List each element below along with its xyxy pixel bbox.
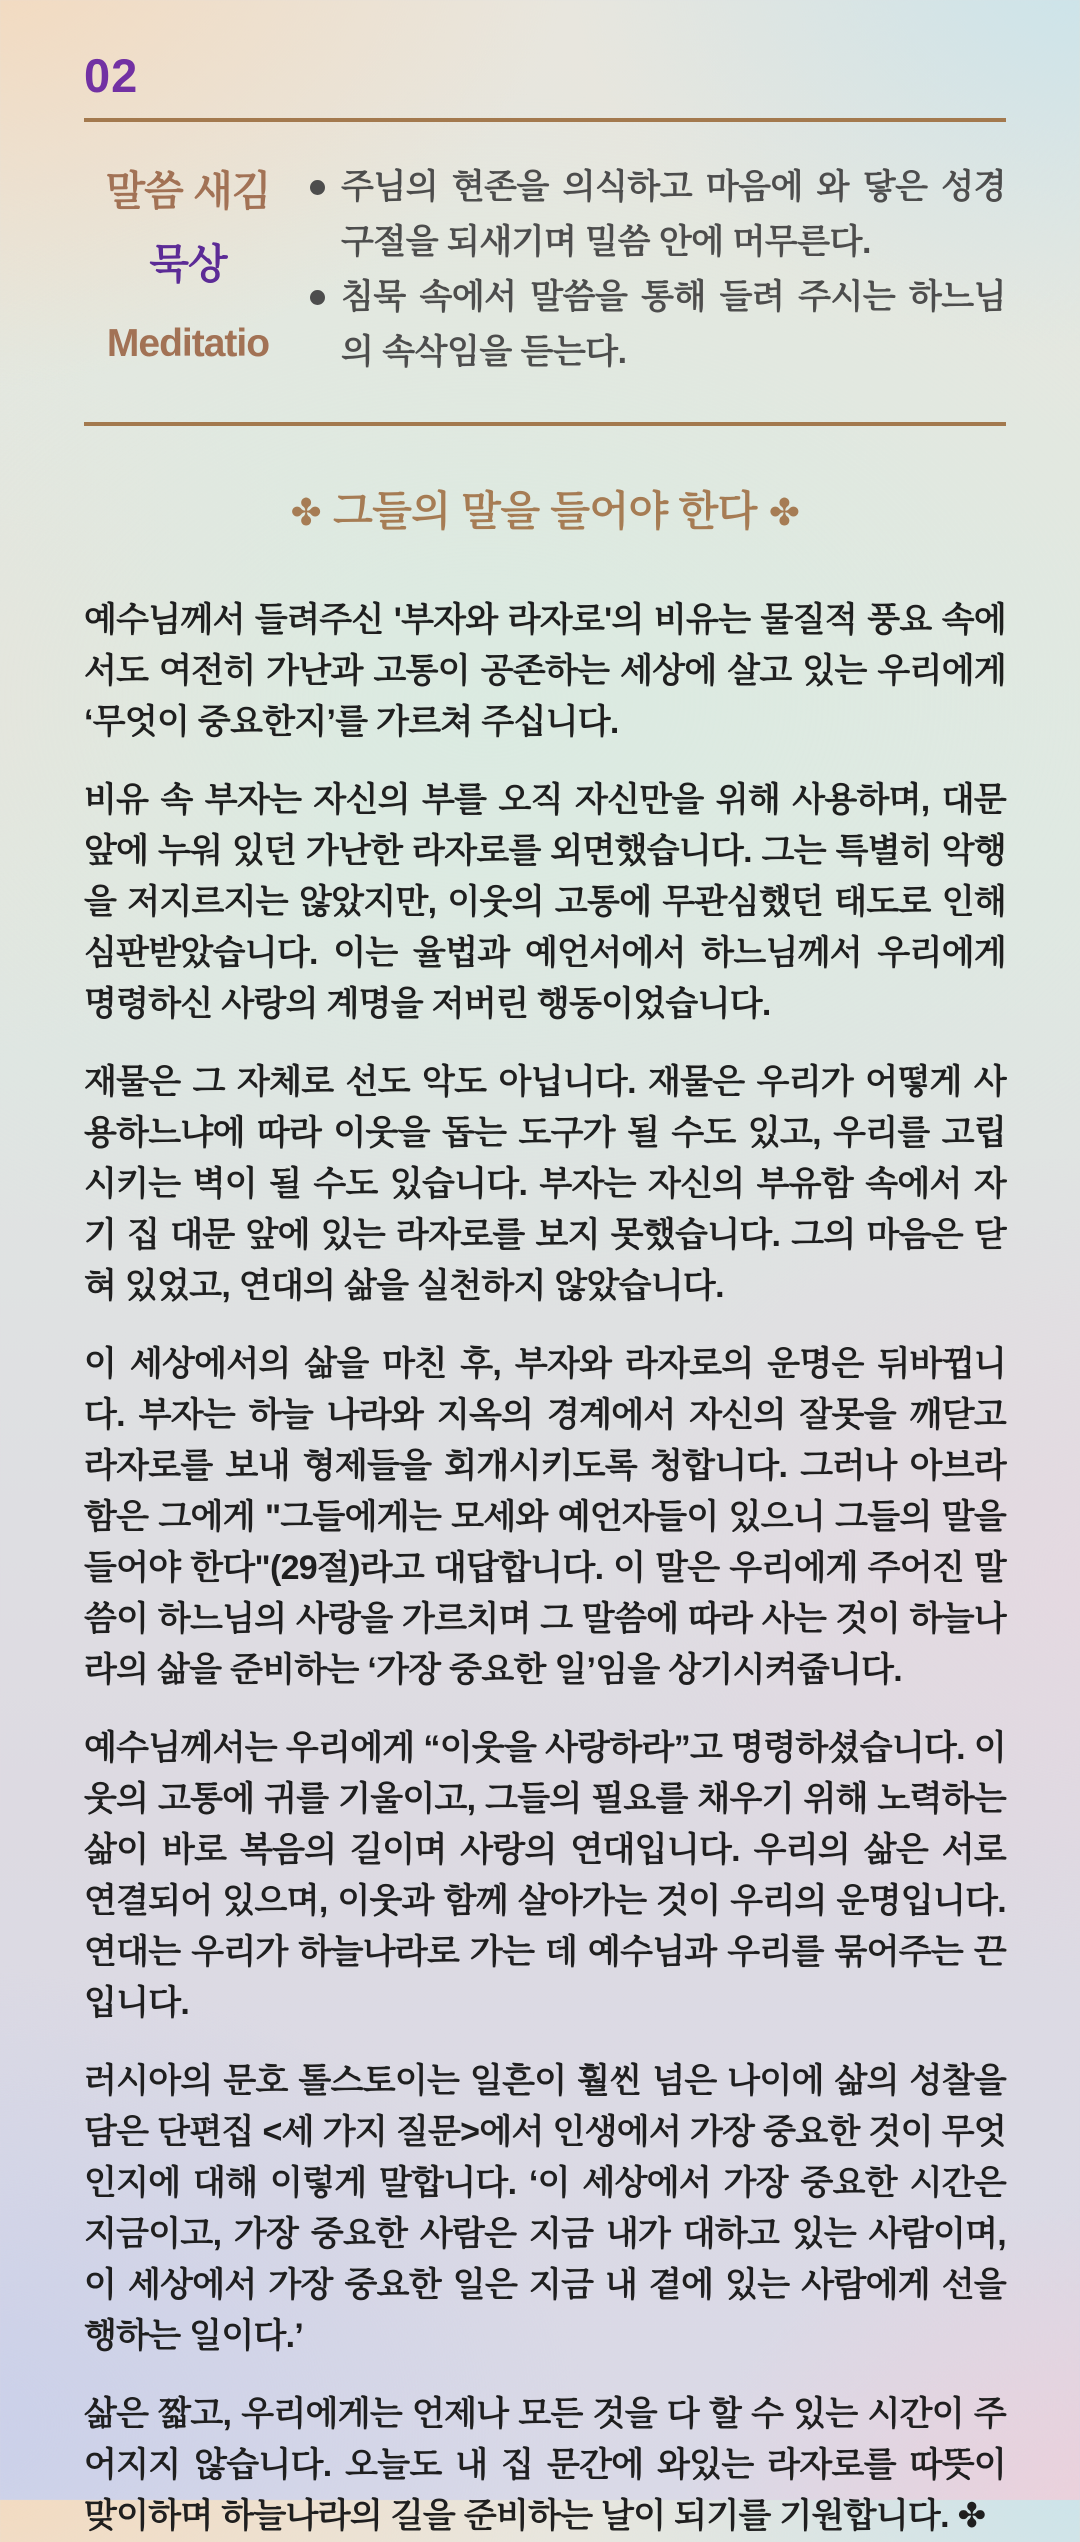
body-text-block <box>84 595 1006 2542</box>
bullet-item <box>310 270 1006 380</box>
divider-bottom <box>84 422 1006 426</box>
section-number: 02 <box>84 49 139 102</box>
clover-icon-left: ✤ <box>290 491 322 533</box>
paragraph-afterlife: 이 세상에서의 삶을 마친 후, 부자와 라자로의 운명은 뒤바뀝니다. 부자는 하늘 나라와 지옥의 경계에서 자신의 잘못을 깨닫고 라자로를 보내 형제들을 회개시키도록 청합니다. 그러나 아브라함은 그에게 "그들에게는 모세와 예언자들이 있으니 그들의 말을 들어야 한다"(29절)라고 대답합니다. 이 말은 우리에게 주어진 말씀이 하느님의 사랑을 가르치며 그 말씀에 따라 사는 것이 하늘나라의 삶을 준비하는 ‘가장 중요한 일’임을 상기시켜줍니다. <box>84 1344 1006 1689</box>
header-label-block <box>84 160 292 366</box>
label-meditation-kr: 묵상 <box>149 240 227 287</box>
divider-top <box>84 118 1006 122</box>
bullet-text: 침묵 속에서 말씀을 통해 들려 주시는 하느님의 속삭임을 듣는다. <box>341 277 1006 371</box>
paragraph-rich-man: 비유 속 부자는 자신의 부를 오직 자신만을 위해 사용하며, 대문 앞에 누워 있던 가난한 라자로를 외면했습니다. 그는 특별히 악행을 저지르지는 않았지만, 이웃의 고통에 무관심했던 태도로 인해 심판받았습니다. 이는 율법과 예언서에서 하느님께서 우리에게 명령하신 사랑의 계명을 저버린 행동이었습니다. <box>84 780 1006 1023</box>
label-word-keeping: 말씀 새김 <box>105 167 271 214</box>
label-meditatio-latin: Meditatio <box>106 321 270 365</box>
page-title-text: 그들의 말을 들어야 한다 <box>333 487 757 534</box>
meditation-header <box>84 160 1006 380</box>
paragraph-closing: 삶은 짧고, 우리에게는 언제나 모든 것을 다 할 수 있는 시간이 주어지지 않습니다. 오늘도 내 집 문간에 와있는 라자로를 따뜻이 맞이하며 하늘나라의 길을 준비하는 날이 되기를 기원합니다. ✤ <box>84 2394 1006 2535</box>
clover-icon-right: ✤ <box>768 491 800 533</box>
bullet-text: 주님의 현존을 의식하고 마음에 와 닿은 성경구절을 되새기며 밀씀 안에 머무른다. <box>341 167 1006 261</box>
bullet-dot-icon <box>310 180 325 195</box>
paragraph-love-neighbor: 예수님께서는 우리에게 “이웃을 사랑하라”고 명령하셨습니다. 이웃의 고통에 귀를 기울이고, 그들의 필요를 채우기 위해 노력하는 삶이 바로 복음의 길이며 사랑의 연대입니다. 우리의 삶은 서로 연결되어 있으며, 이웃과 함께 살아가는 것이 우리의 운명입니다. 연대는 우리가 하늘나라로 가는 데 예수님과 우리를 묶어주는 끈입니다. <box>84 1728 1006 2022</box>
page-title <box>84 478 1006 537</box>
meditation-bullet-list <box>292 160 1006 380</box>
paragraph-parable-intro: 예수님께서 들려주신 '부자와 라자로'의 비유는 물질적 풍요 속에서도 여전히 가난과 고통이 공존하는 세상에 살고 있는 우리에게 ‘무엇이 중요한지’를 가르쳐 주십니다. <box>84 600 1006 741</box>
bullet-item <box>310 160 1006 270</box>
paragraph-wealth: 재물은 그 자체로 선도 악도 아닙니다. 재물은 우리가 어떻게 사용하느냐에 따라 이웃을 돕는 도구가 될 수도 있고, 우리를 고립시키는 벽이 될 수도 있습니다. 부자는 자신의 부유함 속에서 자기 집 대문 앞에 있는 라자로를 보지 못했습니다. 그의 마음은 닫혀 있었고, 연대의 삶을 실천하지 않았습니다. <box>84 1062 1006 1305</box>
bullet-dot-icon <box>310 290 325 305</box>
paragraph-tolstoy: 러시아의 문호 톨스토이는 일흔이 훨씬 넘은 나이에 삶의 성찰을 담은 단편집 <세 가지 질문>에서 인생에서 가장 중요한 것이 무엇인지에 대해 이렇게 말합니다. ‘이 세상에서 가장 중요한 시간은 지금이고, 가장 중요한 사람은 지금 내가 대하고 있는 사람이며, 이 세상에서 가장 중요한 일은 지금 내 곁에 있는 사람에게 선을 행하는 일이다.’ <box>84 2061 1006 2355</box>
